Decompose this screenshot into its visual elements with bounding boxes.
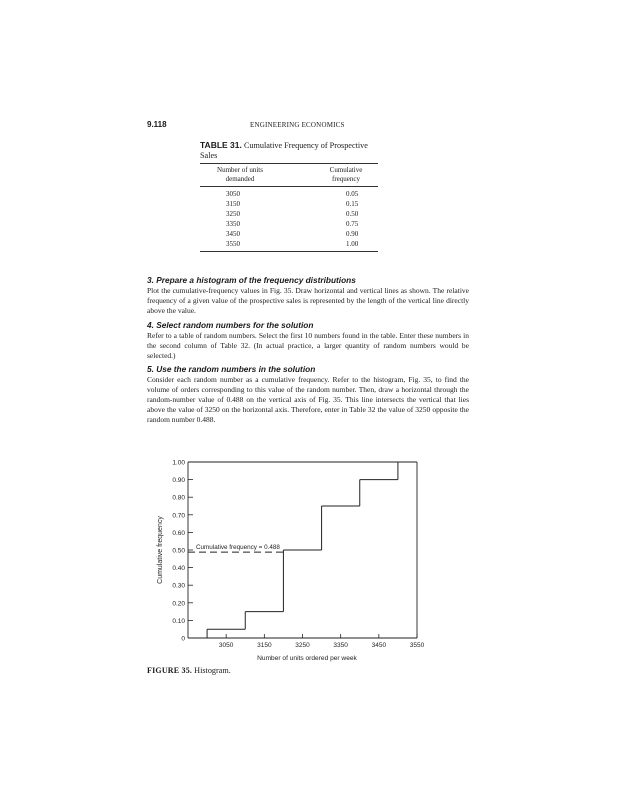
x-tick-label: 3150 (257, 642, 272, 649)
cell-frequency: 0.50 (346, 210, 359, 218)
cell-frequency: 0.90 (346, 230, 359, 238)
section-5-body: Consider each random number as a cumulative frequency. Refer to the histogram, Fig. 35, to find the volume of orders corresponding to this value of the random number. Then, draw a horizontal through the random-number value of 0.488 on the vertical axis of Fig. 35. This line intersects the vertical that lies above the value of 3250 on the horizontal axis. Therefore, enter in Table 32 the value of 3250 opposite the random number 0.488. (147, 375, 469, 424)
y-tick-label: 0.40 (172, 565, 185, 573)
y-tick-label: 0.50 (172, 547, 185, 555)
cell-units: 3550 (226, 240, 240, 248)
reference-line-label: Cumulative frequency = 0.488 (196, 544, 280, 552)
figure-caption (147, 666, 231, 675)
y-axis-label: Cumulative frequency (157, 516, 164, 584)
page-number: 9.118 (147, 120, 167, 129)
cell-units: 3150 (226, 200, 240, 208)
y-tick-label: 0.90 (172, 477, 185, 485)
running-title: ENGINEERING ECONOMICS (250, 121, 345, 129)
cell-units: 3250 (226, 210, 240, 218)
x-tick-label: 3050 (218, 642, 234, 649)
x-tick-label: 3250 (295, 642, 310, 649)
plot-layer (172, 460, 424, 650)
col-header-frequency-line2: frequency (332, 175, 360, 183)
col-header-units-line1: Number of units (217, 166, 263, 174)
y-tick-label: 0 (181, 635, 185, 643)
y-tick-label: 0.10 (172, 617, 185, 625)
section-4-body: Refer to a table of random numbers. Select the first 10 numbers found in the table. Enter these numbers in the second column of Table 32. (In actual practice, a larger quantity of random numbers would be selected.) (147, 331, 469, 360)
x-axis-label: Number of units ordered per week (257, 655, 357, 662)
section-3-title: 3. Prepare a histogram of the frequency distributions (147, 275, 356, 285)
table-label: TABLE 31. (200, 140, 242, 150)
figure-title: Histogram. (194, 666, 231, 675)
cell-frequency: 0.75 (346, 220, 359, 228)
y-tick-label: 0.70 (172, 512, 185, 520)
x-tick-label: 3550 (409, 642, 425, 649)
figure-label: FIGURE 35. (147, 666, 193, 675)
section-4-title: 4. Select random numbers for the solution (147, 320, 314, 330)
cell-frequency: 0.15 (346, 200, 359, 208)
cell-frequency: 1.00 (346, 240, 359, 248)
x-tick-label: 3350 (333, 642, 348, 649)
col-header-units-line2: demanded (225, 175, 255, 183)
col-header-frequency-line1: Cumulative (329, 166, 363, 174)
section-5-title: 5. Use the random numbers in the solution (147, 364, 316, 374)
y-tick-label: 0.20 (172, 600, 185, 608)
cell-units: 3350 (226, 220, 240, 228)
y-tick-label: 0.60 (172, 529, 185, 537)
table-title: Cumulative Frequency of Prospective Sales (200, 141, 368, 160)
x-tick-label: 3450 (371, 642, 387, 649)
cell-units: 3450 (226, 230, 240, 238)
cell-frequency: 0.05 (346, 190, 359, 198)
y-tick-label: 1.00 (172, 459, 185, 467)
cell-units: 3050 (226, 190, 240, 198)
y-tick-label: 0.30 (172, 582, 185, 590)
section-3-body: Plot the cumulative-frequency values in Fig. 35. Draw horizontal and vertical lines as shown. The relative frequency of a given value of the prospective sales is represented by the length of the vertical line directly above the value. (147, 286, 469, 315)
y-tick-label: 0.80 (172, 494, 185, 502)
